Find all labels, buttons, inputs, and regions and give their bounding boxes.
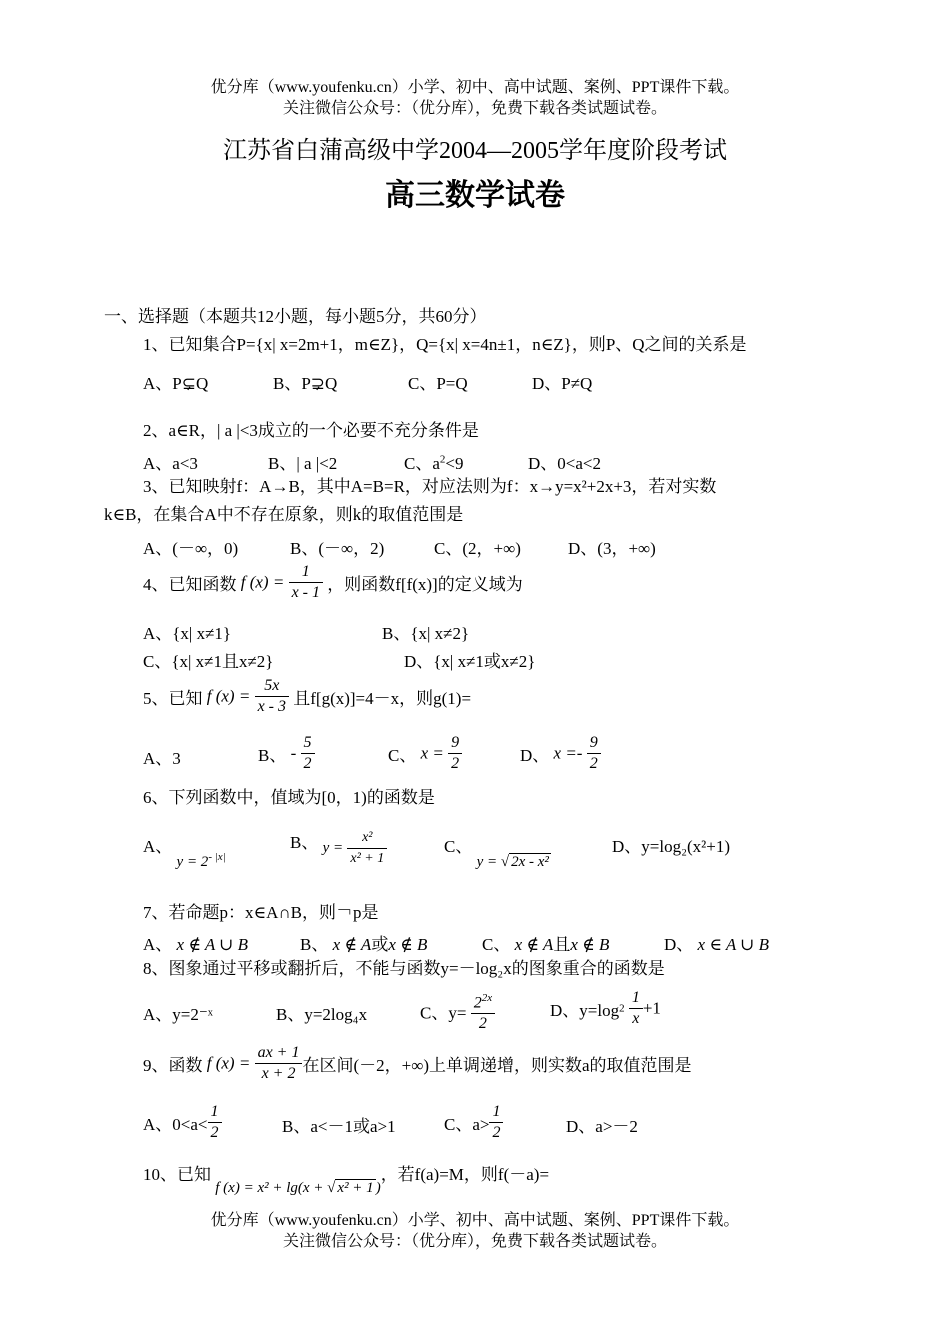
q6-option-d: D、y=log₂(x²+1) [612, 837, 731, 856]
q9-option-a: A、0<a< $\frac{1}{2}$ [143, 1102, 222, 1143]
header-line-1: 优分库（www.youfenku.cn）小学、初中、高中试题、案例、PPT课件下载。 [210, 79, 740, 96]
section-heading: 一、选择题（本题共12小题，每小题5分，共60分） [104, 307, 487, 326]
q2-option-d: D、0<a<2 [528, 454, 601, 473]
q5-option-c: C、 x = $\frac{9}{2}$ [388, 733, 462, 774]
q3-stem-line-1: 3、已知映射f：A→B，其中A=B=R，对应法则为f：x→y=x²+2x+3，若对实数 [143, 477, 717, 496]
q4-stem: 4、已知函数 f (x) = $\frac{1}{x - 1}$ ，则函数f[f(x)]的定义域为 [143, 563, 523, 601]
q7-stem: 7、若命题p：x∈A∩B，则￢p是 [143, 903, 379, 922]
footer-line-1: 优分库（www.youfenku.cn）小学、初中、高中试题、案例、PPT课件下载。 [210, 1212, 740, 1229]
q4-option-b: B、{x| x≠2} [382, 624, 470, 643]
q7-option-a: A、 x ∉ A ∪ B [143, 935, 249, 954]
q1-option-d: D、P≠Q [532, 374, 593, 393]
q3-option-b: B、(－∞，2) [290, 539, 385, 558]
q9-option-d: D、a>－2 [566, 1117, 638, 1136]
exam-title: 高三数学试卷 [385, 178, 565, 213]
header-line-2: 关注微信公众号：（优分库），免费下载各类试题试卷。 [282, 100, 667, 117]
q1-option-c: C、P=Q [408, 374, 468, 393]
q5-option-a: A、3 [143, 749, 181, 768]
q4-option-a: A、{x| x≠1} [143, 624, 232, 643]
exam-school-title: 江苏省白蒲高级中学2004—2005学年度阶段考试 [223, 138, 727, 164]
q5-option-b: B、 - $\frac{5}{2}$ [258, 733, 315, 774]
q9-stem: 9、函数 f (x) = $\frac{ax + 1}{x + 2}$ 在区间(－2，+∞)上单调递增，则实数a的取值范围是 [143, 1044, 692, 1082]
q9-option-b: B、a<－1或a>1 [282, 1117, 396, 1136]
q8-stem: 8、图象通过平移或翻折后，不能与函数y=－log₂x的图象重合的函数是 [143, 959, 665, 978]
q2-option-c: C、$a^2<9$ [404, 453, 464, 473]
q6-option-a: A、 $y = 2^{- |x|}$ [143, 837, 226, 870]
q2-option-a: A、a<3 [143, 454, 198, 473]
q7-option-b: B、 x ∉ A或x ∉ B [300, 935, 428, 954]
q5-option-d: D、 x =- $\frac{9}{2}$ [520, 733, 601, 774]
footer-line-2: 关注微信公众号：（优分库），免费下载各类试题试卷。 [282, 1233, 667, 1250]
q6-option-b: B、 y = $\frac{\text{x²}}{\text{x² + 1}}$ [290, 828, 387, 869]
q7-option-c: C、 x ∉ A且x ∉ B [482, 935, 610, 954]
q2-stem: 2、a∈R，| a |<3成立的一个必要不充分条件是 [143, 421, 479, 440]
q6-stem: 6、下列函数中，值域为[0，1)的函数是 [143, 788, 435, 807]
q4-option-d: D、{x| x≠1或x≠2} [404, 652, 536, 671]
q9-option-c: C、a> $\frac{1}{2}$ [444, 1102, 503, 1143]
q3-option-d: D、(3，+∞) [568, 539, 656, 558]
q5-stem: 5、已知 f (x) = $\frac{5x}{x - 3}$ 且f[g(x)]=4－x，则g(1)= [143, 677, 472, 715]
q3-stem-line-2: k∈B，在集合A中不存在原象，则k的取值范围是 [104, 505, 464, 524]
q8-option-d: D、y=log2 $\frac{1}{x}$ +1 [550, 989, 661, 1027]
q1-option-b: B、P⊋Q [273, 374, 338, 393]
q8-option-b: B、y=2log₄x [276, 1005, 368, 1024]
q8-option-a: A、y=2⁻ˣ [143, 1005, 213, 1024]
q8-option-c: C、y= $\frac{2^{2x}}{2}$ [420, 988, 495, 1034]
q5-fraction: $\frac{5x}{x - 3}$ [255, 676, 289, 717]
q3-option-a: A、(－∞，0) [143, 539, 239, 558]
q1-stem: 1、已知集合P={x| x=2m+1，m∈Z}，Q={x| x=4n±1，n∈Z}，则P、Q之间的关系是 [143, 335, 747, 354]
q3-option-c: C、(2，+∞) [434, 539, 521, 558]
q9-fraction: $\frac{ax + 1}{x + 2}$ [255, 1043, 303, 1084]
q2-option-b: B、| a |<2 [268, 454, 338, 473]
q6-option-c: C、 y = √ 2x - x² [444, 837, 549, 870]
q7-option-d: D、 x ∈ A ∪ B [664, 935, 770, 954]
q10-stem: 10、已知 f (x) = x² + lg(x + √ x² + 1 )，若f(a)=M，则f(－a)= [143, 1165, 550, 1196]
q4-option-c: C、{x| x≠1且x≠2} [143, 652, 274, 671]
q1-option-a: A、P⊊Q [143, 374, 209, 393]
q4-fraction: $\frac{1}{x - 1}$ [289, 562, 323, 603]
